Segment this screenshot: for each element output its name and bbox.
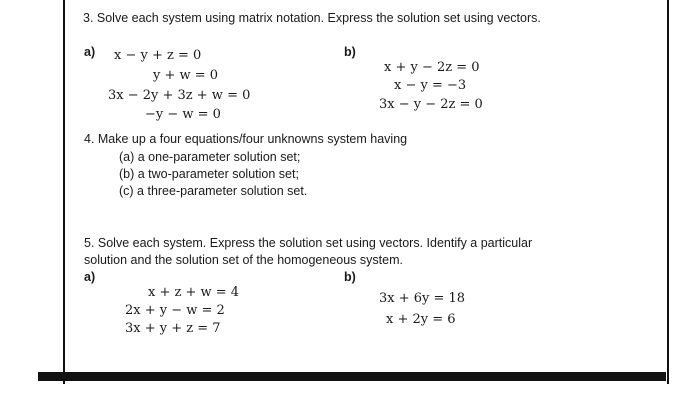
q3a-equation-2: y + w = 0	[153, 68, 219, 83]
q5b-equation-1: 3x + 6y = 18	[379, 291, 466, 306]
q3-heading: 3. Solve each system using matrix notation. Express the solution set using vectors.	[83, 11, 541, 25]
q5-part-a-label: a)	[84, 270, 96, 284]
q3a-equation-3: 3x − 2y + 3z + w = 0	[108, 88, 251, 103]
q4-heading: 4. Make up a four equations/four unknowns system having	[84, 132, 408, 146]
q5-heading-line-1: 5. Solve each system. Express the solution set using vectors. Identify a particular	[84, 236, 533, 250]
q3a-equation-4: −y − w = 0	[145, 107, 221, 122]
q3b-equation-3: 3x − y − 2z = 0	[379, 97, 483, 112]
q3-part-a-label: a)	[84, 45, 96, 59]
q4-item-b: (b) a two-parameter solution set;	[119, 167, 299, 181]
q5a-equation-3: 3x + y + z = 7	[125, 321, 221, 336]
q3-part-b-label: b)	[344, 45, 356, 59]
q3a-equation-1: x − y + z = 0	[114, 48, 202, 63]
q3b-equation-1: x + y − 2z = 0	[384, 60, 480, 75]
q5a-equation-1: x + z + w = 4	[148, 285, 240, 300]
q5-part-b-label: b)	[344, 270, 356, 284]
q5b-equation-2: x + 2y = 6	[386, 312, 456, 327]
bottom-border-bar	[38, 372, 666, 381]
q4-item-c: (c) a three-parameter solution set.	[119, 184, 308, 198]
q4-item-a: (a) a one-parameter solution set;	[119, 150, 301, 164]
q3b-equation-2: x − y = −3	[394, 78, 467, 93]
q5-heading-line-2: solution and the solution set of the homogeneous system.	[84, 253, 403, 267]
q5a-equation-2: 2x + y − w = 2	[125, 303, 225, 318]
